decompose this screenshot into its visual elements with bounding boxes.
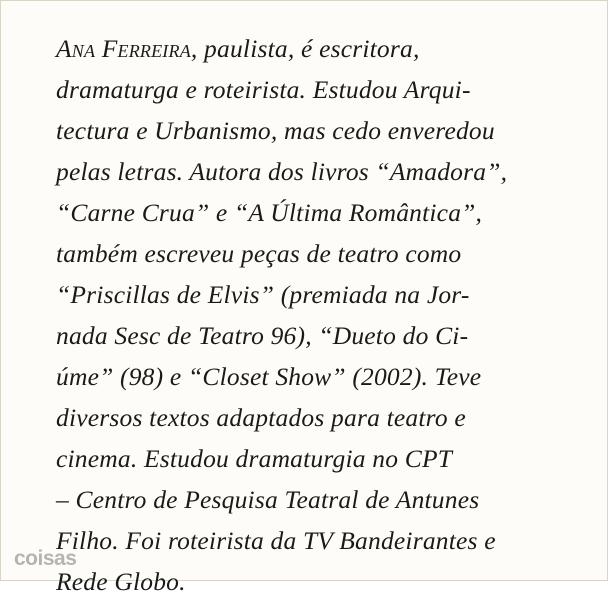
bio-line-8: nada Sesc de Teatro 96), “Dueto do Ci- (56, 321, 469, 350)
bio-line-9: úme” (98) e “Closet Show” (2002). Teve (56, 362, 482, 391)
bio-line-3: tectura e Urbanismo, mas cedo enveredou (56, 116, 495, 145)
watermark-label: coisas (14, 547, 77, 570)
bio-line-1 (56, 28, 556, 69)
bio-line-11: cinema. Estudou dramaturgia no CPT (56, 444, 453, 473)
author-biography-text (56, 28, 556, 602)
bio-line-14: Rede Globo. (56, 567, 186, 596)
bio-line-13: Filho. Foi roteirista da TV Bandeirantes e (56, 526, 496, 555)
bio-line-7: “Priscillas de Elvis” (premiada na Jor- (56, 280, 470, 309)
bio-line-6: também escreveu peças de teatro como (56, 239, 462, 268)
bio-line-10: diversos textos adaptados para teatro e (56, 403, 466, 432)
bio-line-4: pelas letras. Autora dos livros “Amadora”, (56, 157, 508, 186)
bio-line-2: dramaturga e roteirista. Estudou Arqui- (56, 75, 471, 104)
author-name: Ana Ferreira (56, 34, 191, 63)
bio-line-5: “Carne Crua” e “A Última Romântica”, (56, 198, 483, 227)
bio-line-1-rest: , paulista, é escritora, (190, 34, 420, 63)
bio-line-12: – Centro de Pesquisa Teatral de Antunes (56, 485, 480, 514)
